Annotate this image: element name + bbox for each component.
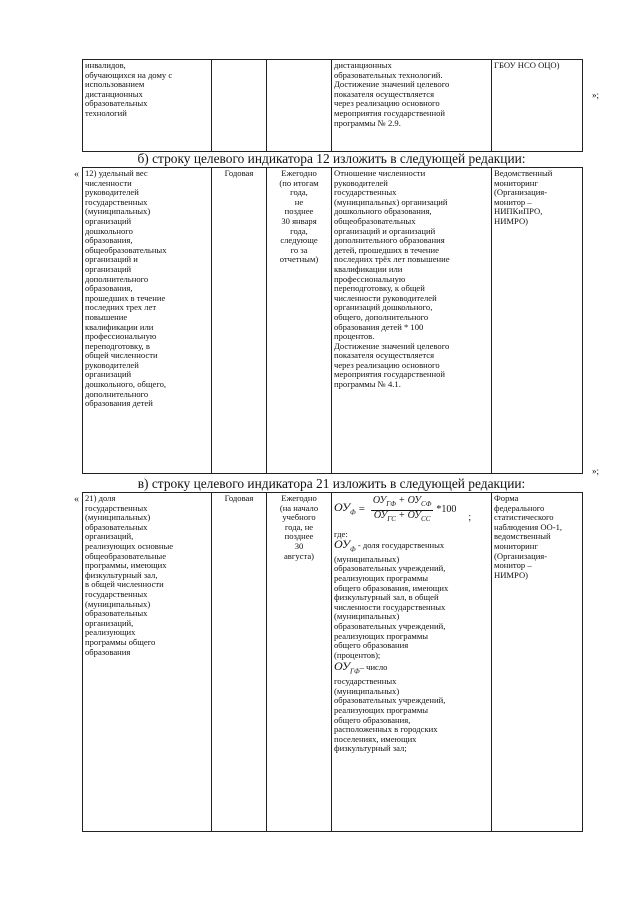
text-line: дополнительного [85, 388, 149, 399]
text-line: организаций, [85, 531, 134, 542]
text-line: образовательных [85, 521, 148, 532]
text-line: монитор – [494, 560, 532, 571]
text-line: последних трех лет [85, 302, 157, 313]
text-line: не [294, 196, 304, 207]
definition-1: $ОУ_Ф$ - доля государственных (муниципальных) образовательных учреждений, реализующих программы общего образования, имеющих физкультурный зал, в общей численности государственных (муниципальных) образовательных учреждений, реализующих программы общего образования (процентов); [334, 540, 489, 661]
c-open-quote: « [74, 494, 79, 505]
text-line: образования [85, 646, 131, 657]
text-line: НИМРО) [494, 569, 529, 580]
text-line: дополнительного образования [334, 235, 445, 246]
text-line: реализующих программы [334, 705, 429, 716]
c-col-method [332, 493, 492, 832]
text-line: Достижение значений целевого [334, 340, 450, 351]
text-line: через реализацию основного [334, 98, 440, 109]
top-col-source: ГБОУ НСО ОЦО) [492, 60, 583, 152]
definition-2: $ОУ_{ГФ}-$ число государственных (муниципальных) образовательных учреждений, реализующих программы общего образования, расположенных в городских поселениях, имеющих физкультурный зал; [334, 662, 489, 754]
text-line: образования, [85, 283, 133, 294]
text-line: численности руководителей [334, 292, 437, 303]
text-line: физкультурный зал, [85, 569, 158, 580]
c-col-indicator [83, 493, 212, 832]
text-line: переподготовку, в [85, 340, 150, 351]
text-line: руководителей [85, 187, 139, 198]
b-col-indicator [83, 168, 212, 474]
text-line: (Организация- [494, 187, 548, 198]
text-line: го за [290, 244, 308, 255]
text-line: организаций и организаций [334, 225, 436, 236]
text-line: переподготовку, к общей [334, 283, 425, 294]
text-line: организаций [85, 369, 132, 380]
text-line: общей численности [85, 350, 158, 361]
text-line: общего, дополнительного [334, 311, 429, 322]
text-line: федерального [494, 502, 545, 513]
text-line: Достижение значений целевого [334, 79, 450, 90]
text-line: организаций [85, 263, 132, 274]
text-line: 21) доля [85, 493, 116, 503]
text-line: мониторинг [494, 177, 538, 188]
table-row [83, 493, 583, 832]
text-line: образовательных учреждений, [334, 563, 446, 574]
formula-lhs: $ОУ_Ф$ [334, 499, 356, 516]
text-line: в общей численности [85, 579, 164, 590]
text-line: численности [85, 177, 132, 188]
text-line: инвалидов, [85, 60, 126, 70]
text-line: организаций, [85, 617, 134, 628]
text-line: организаций [85, 215, 132, 226]
text-line: программы № 4.1. [334, 379, 401, 390]
b-col-method [332, 168, 492, 474]
text-line: (муниципальных) [334, 611, 400, 622]
text-line: программы № 2.9. [334, 117, 401, 128]
text-line: через реализацию основного [334, 359, 440, 370]
top-end-quote: »; [592, 90, 600, 100]
text-line: профессиональную [334, 273, 406, 284]
text-line: квалификации или [334, 263, 403, 274]
table-row [83, 60, 583, 152]
text-line: повышение [85, 311, 128, 322]
text-line: (муниципальных) [334, 685, 400, 696]
text-line: руководителей [334, 177, 388, 188]
text-line: образования детей * 100 [334, 321, 424, 332]
text-line: общеобразовательных [85, 244, 167, 255]
text-line: 12) удельный вес [85, 168, 148, 178]
formula-fraction: $\frac{ОУ_{ГФ} + ОУ_{СФ}}{ОУ_{ГС} + ОУ_{СС}}$ [372, 495, 432, 523]
text-line: образовательных технологий. [334, 69, 443, 80]
table-top-fragment [82, 59, 583, 152]
text-line: общего образования, [334, 714, 411, 725]
text-line: мероприятия государственной [334, 369, 445, 380]
table-row [83, 168, 583, 474]
text-line: руководителей [85, 359, 139, 370]
text-line: физкультурный зал; [334, 743, 407, 754]
text-line: статистического [494, 512, 554, 523]
b-col-frequency: Годовая [212, 168, 267, 474]
text-line: (муниципальных) [85, 512, 151, 523]
text-line: государственных [334, 187, 397, 198]
text-line: наблюдения ОО-1, [494, 521, 563, 532]
text-line: мероприятия государственной [334, 107, 445, 118]
definition-1-first-line: - доля государственных [357, 539, 445, 550]
top-col-indicator [83, 60, 212, 152]
text-line: общего образования, имеющих [334, 582, 449, 593]
text-line: (процентов); [334, 649, 381, 660]
text-line: года, не [284, 521, 314, 532]
c-col-frequency: Годовая [212, 493, 267, 832]
b-col-deadline [267, 168, 332, 474]
text-line: дошкольного, общего, [85, 379, 167, 390]
text-line: Ведомственный [494, 168, 553, 178]
text-line: (на начало [279, 502, 319, 513]
text-line: мониторинг [494, 540, 538, 551]
text-line: (муниципальных) [334, 553, 400, 564]
text-line: государственных [85, 196, 148, 207]
heading-indicator-12: б) строку целевого индикатора 12 изложить в следующей редакции: [137, 151, 526, 166]
text-line: последних трёх лет повышение [334, 254, 450, 265]
text-line: дистанционных [334, 60, 392, 70]
text-line: физкультурный зал, в общей [334, 592, 439, 603]
b-col-source [492, 168, 583, 474]
text-line: прошедших в течение [85, 292, 166, 303]
text-line: (муниципальных) организаций [334, 196, 448, 207]
text-line: показателя осуществляется [334, 350, 435, 361]
text-line: численности государственных [334, 601, 446, 612]
where-label: где: [334, 529, 348, 540]
text-line: Ежегодно [281, 168, 317, 178]
text-line: дошкольного образования, [334, 206, 432, 217]
text-line: реализующих программы [334, 572, 429, 583]
top-col-deadline [267, 60, 332, 152]
text-line: Форма [494, 493, 519, 503]
text-line: 30 января [281, 215, 317, 226]
text-line: позднее [284, 206, 314, 217]
text-line: Ежегодно [281, 493, 317, 503]
text-line: дистанционных [85, 88, 143, 99]
text-line: государственных [85, 502, 148, 513]
text-line: расположенных в городских [334, 724, 438, 735]
text-line: (по итогам [279, 177, 319, 188]
text-line: детей, прошедших в течение [334, 244, 439, 255]
text-line: реализующих основные [85, 540, 174, 551]
text-line: общего образования [334, 640, 409, 651]
b-open-quote: « [74, 169, 79, 180]
text-line: (муниципальных) [85, 206, 151, 217]
text-line: процентов. [334, 331, 375, 342]
text-line: НИМРО) [494, 215, 529, 226]
text-line: реализующих [85, 627, 136, 638]
text-line: отчетным) [279, 254, 319, 265]
text-line: 30 [294, 540, 304, 551]
text-line: использованием [85, 79, 145, 90]
text-line: государственных [334, 676, 397, 687]
text-line: ведомственный [494, 531, 551, 542]
text-line: НИПКиПРО, [494, 206, 543, 217]
text-line: следующе [280, 235, 318, 246]
c-col-source [492, 493, 583, 832]
formula: $ОУ_Ф$ = $\frac{ОУ_{ГФ} + ОУ_{СФ}}{ОУ_{ГС} + ОУ_{СС}}$ *100 ; [334, 495, 472, 524]
c-col-deadline [267, 493, 332, 832]
text-line: профессиональную [85, 331, 157, 342]
text-line: общеобразовательные [85, 550, 167, 561]
text-line: организаций и [85, 254, 138, 265]
text-line: квалификации или [85, 321, 154, 332]
heading-indicator-21: в) строку целевого индикатора 21 изложить в следующей редакции: [137, 476, 526, 491]
text-line: показателя осуществляется [334, 88, 435, 99]
text-line: года, [290, 187, 308, 198]
text-line: программы, имеющих [85, 560, 167, 571]
text-line: образовательных учреждений, [334, 695, 446, 706]
text-line: образования, [85, 235, 133, 246]
text-line: образования детей [85, 398, 153, 409]
text-line: дошкольного [85, 225, 133, 236]
text-line: общеобразовательных [334, 215, 416, 226]
text-line: учебного [282, 512, 316, 523]
text-line: программы общего [85, 636, 156, 647]
text-line: дополнительного [85, 273, 149, 284]
text-line: поселениях, имеющих [334, 733, 417, 744]
text-line: технологий [85, 107, 127, 118]
table-indicator-21 [82, 492, 583, 832]
text-line: реализующих программы [334, 630, 429, 641]
text-line: обучающихся на дому с [85, 69, 173, 80]
text-line: года, [290, 225, 308, 236]
definition-2-first-line: число [366, 662, 388, 673]
text-line: образовательных [85, 98, 148, 109]
text-line: организаций дошкольного, [334, 302, 433, 313]
text-line: монитор – [494, 196, 532, 207]
text-line: августа) [283, 550, 315, 561]
text-line: (муниципальных) [85, 598, 151, 609]
text-line: государственных [85, 588, 148, 599]
text-line: позднее [284, 531, 314, 542]
top-col-method [332, 60, 492, 152]
top-col-frequency [212, 60, 267, 152]
text-line: образовательных учреждений, [334, 620, 446, 631]
text-line: образовательных [85, 608, 148, 619]
text-line: (Организация- [494, 550, 548, 561]
text-line: Отношение численности [334, 168, 426, 178]
b-end-quote: »; [592, 466, 600, 476]
table-indicator-12 [82, 167, 583, 474]
